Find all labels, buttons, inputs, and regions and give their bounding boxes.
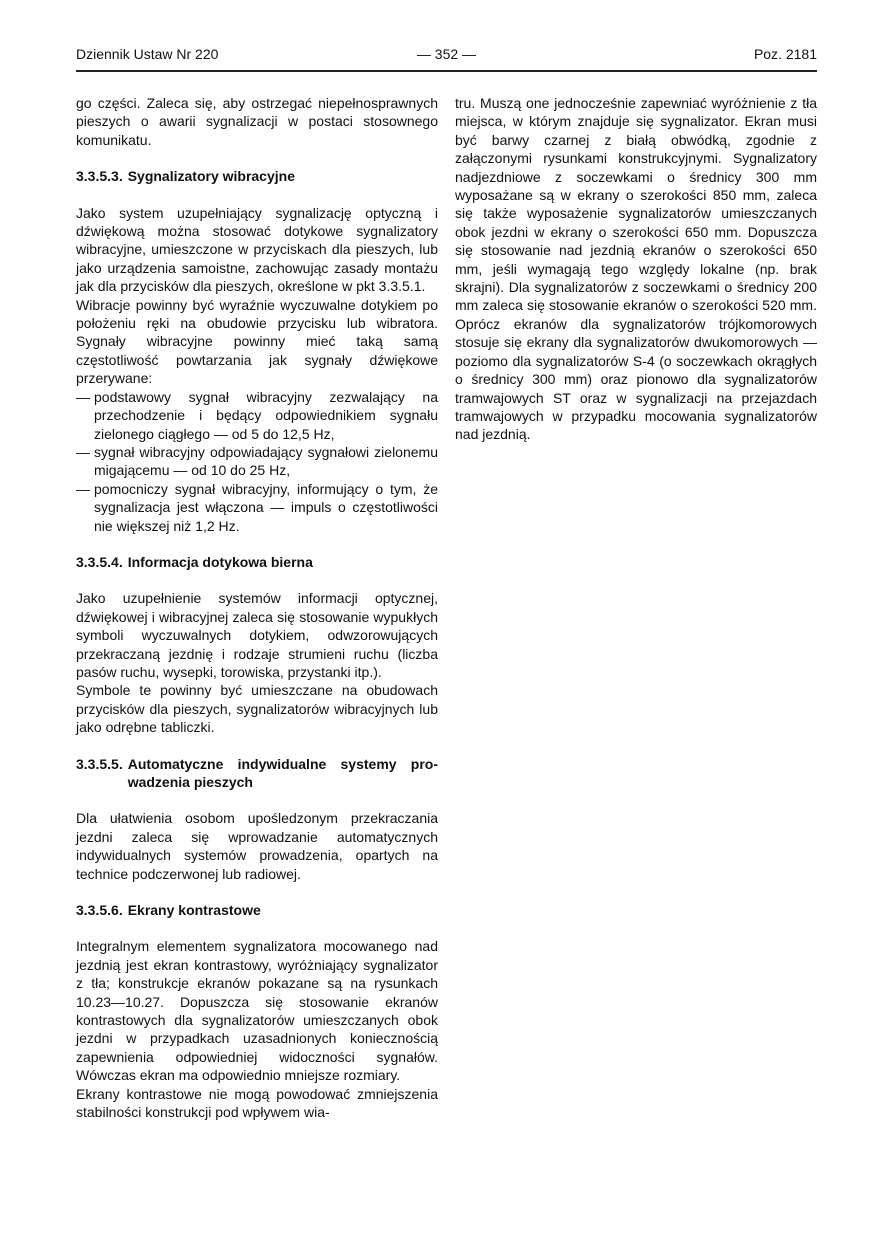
section-heading-3356 xyxy=(76,901,438,919)
paragraph: tru. Muszą one jednocześnie zapewniać wyróżnienie z tła miejsca, w którym znajduje się sygnalizator. Ekran musi być barwy czarnej z białą obwódką, zgodnie z załączonymi rysunkami konstrukcyjnymi. Sygnalizatory nadjezdniowe z soczewkami o średnicy 300 mm wyposażane są w ekrany o szerokości 850 mm, zaleca się także wyposażenie sygnalizatorów umieszczanych obok jezdni w ekrany o szerokości 650 mm. Dopuszcza się stosowanie nad jezdnią ekranów o szerokości 650 mm, jeśli wymagają tego względy lokalne (np. brak skrajni). Dla sygnalizatorów z soczewkami o średnicy 200 mm zaleca się stosowanie ekranów o szerokości 520 mm. Oprócz ekranów dla sygnalizatorów trójkomorowych stosuje się ekrany dla sygnalizatorów dwukomorowych — poziomo dla sygnalizatorów S-4 (o soczewkach okrągłych o średnicy 300 mm) oraz pionowo dla sygnalizatorów tramwajowych ST oraz w sygnalizacji na przejazdach tramwajowych w przypadku mocowania sygnalizatorów nad jezdnią. xyxy=(455,95,817,443)
page-header xyxy=(76,42,817,72)
section-heading-3354 xyxy=(76,553,438,571)
list-item-text: pomocniczy sygnał wibracyjny, informujący o tym, że sygnalizacja jest włączona — impuls o częstotliwości nie większej niż 1,2 Hz. xyxy=(94,480,438,534)
paragraph: Jako uzupełnienie systemów informacji optycznej, dźwiękowej i wibracyjnej zaleca się stosowanie wypukłych symboli wyczuwalnych dotykiem, odwzorowujących przekraczaną jezdnię i rodzaje strumieni ruchu (liczba pasów ruchu, wysepki, torowiska, przystanki itp.). xyxy=(76,590,438,680)
section-title: Automatyczne indywidualne systemy prowadzenia pieszych xyxy=(127,755,438,790)
section-title: Sygnalizatory wibracyjne xyxy=(127,168,295,185)
list-item xyxy=(76,443,438,480)
section-number: 3.3.5.4. xyxy=(76,553,123,570)
right-column xyxy=(455,94,817,444)
section-number: 3.3.5.3. xyxy=(76,168,123,185)
list-item xyxy=(76,480,438,535)
position-number: Poz. 2181 xyxy=(753,46,817,62)
section-number: 3.3.5.6. xyxy=(76,902,123,919)
list-item xyxy=(76,388,438,443)
paragraph: Integralnym elementem sygnalizatora mocowanego nad jezdnią jest ekran kontrastowy, wyróżniający sygnalizator z tła; konstrukcje ekranów pokazane są na rysunkach 10.23—10.27. Dopuszcza się stosowanie ekranów kontrastowych dla sygnalizatorów umieszczanych obok jezdni w przypadkach uzasadnionych koniecznością zapewnienia odpowiedniej widoczności sygnałów. Wówczas ekran ma odpowiednio mniejsze rozmiary. xyxy=(76,938,438,1084)
section-title: Informacja dotykowa bierna xyxy=(127,553,313,570)
section-heading-3355 xyxy=(76,755,438,792)
intro-paragraph: go części. Zaleca się, aby ostrzegać niepełnosprawnych pieszych o awarii sygnalizacji w postaci stosownego komunikatu. xyxy=(76,95,438,148)
left-column xyxy=(76,94,438,1122)
dash-bullet: — xyxy=(76,443,90,460)
section-heading-3353 xyxy=(76,167,438,185)
dash-bullet: — xyxy=(76,388,90,405)
section-number: 3.3.5.5. xyxy=(76,755,123,772)
paragraph: Dla ułatwienia osobom upośledzonym przekraczania jezdni zaleca się wprowadzanie automatycznych indywidualnych systemów prowadzenia, opartych na technice podczerwonej lub radiowej. xyxy=(76,810,438,882)
dash-bullet: — xyxy=(76,480,90,497)
paragraph: Jako system uzupełniający sygnalizację optyczną i dźwiękową można stosować dotykowe sygnalizatory wibracyjne, umieszczone w przyciskach dla pieszych, lub jako urządzenia samoistne, zachowując zasady montażu jak dla przycisków dla pieszych, określone w pkt 3.3.5.1. xyxy=(76,204,438,295)
section-title: Ekrany kontrastowe xyxy=(127,902,261,919)
journal-title: Dziennik Ustaw Nr 220 xyxy=(76,46,219,62)
list-item-text: podstawowy sygnał wibracyjny zezwalający na przechodzenie i będący odpowiednikiem sygnału zielonego ciągłego — od 5 do 12,5 Hz, xyxy=(94,388,438,442)
list-item-text: sygnał wibracyjny odpowiadający sygnałowi zielonemu migającemu — od 10 do 25 Hz, xyxy=(94,443,438,479)
paragraph: Symbole te powinny być umieszczane na obudowach przycisków dla pieszych, sygnalizatorów wibracyjnych lub jako odrębne tabliczki. xyxy=(76,682,438,736)
paragraph: Wibracje powinny być wyraźnie wyczuwalne dotykiem po położeniu ręki na obudowie przycisku lub wibratora. Sygnały wibracyjne powinny mieć taką samą częstotliwość powtarzania jak sygnały dźwiękowe przerywane: xyxy=(76,296,438,387)
page-number: — 352 — xyxy=(416,46,477,62)
paragraph: Ekrany kontrastowe nie mogą powodować zmniejszenia stabilności konstrukcji pod wpływem wia- xyxy=(76,1085,438,1121)
